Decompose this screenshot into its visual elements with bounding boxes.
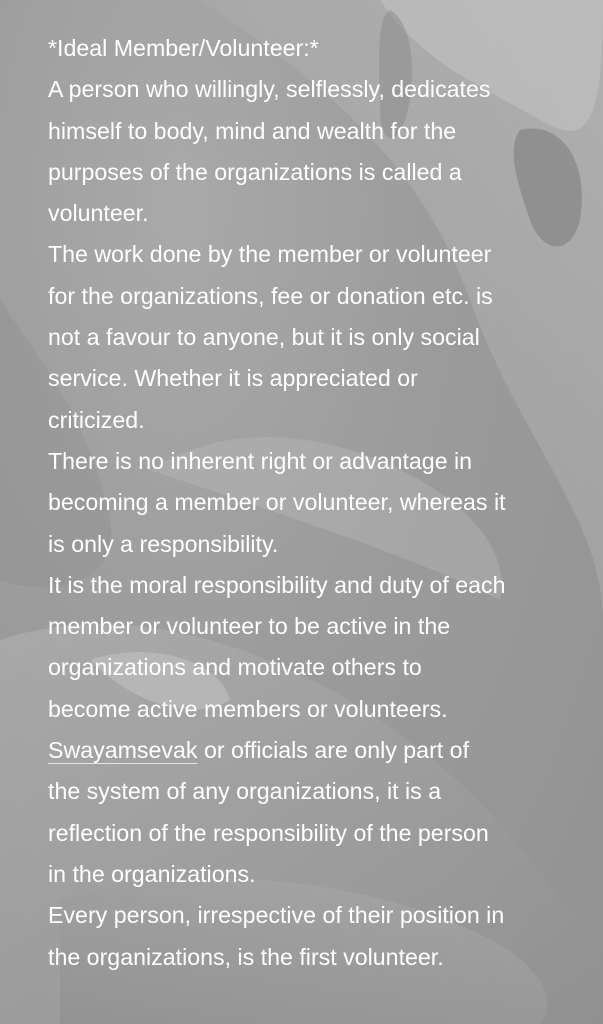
text-fragment: or officials are only part of	[197, 737, 470, 764]
text-line: member or volunteer to be active in the	[48, 613, 451, 640]
text-line: become active members or volunteers.	[48, 695, 448, 722]
text-line: becoming a member or volunteer, whereas it	[48, 489, 506, 516]
text-line	[48, 730, 578, 771]
text-line: service. Whether it is appreciated or	[48, 365, 418, 392]
message-text	[48, 28, 578, 978]
text-line: purposes of the organizations is called a	[48, 158, 462, 185]
text-line: not a favour to anyone, but it is only social	[48, 324, 480, 351]
text-line: criticized.	[48, 406, 145, 433]
text-line: in the organizations.	[48, 860, 256, 887]
text-line: It is the moral responsibility and duty of each	[48, 571, 506, 598]
text-line: the organizations, is the first volunteer.	[48, 943, 444, 970]
text-line: *Ideal Member/Volunteer:*	[48, 35, 319, 61]
text-line: volunteer.	[48, 200, 149, 227]
text-line: A person who willingly, selflessly, dedicates	[48, 76, 491, 103]
text-line: organizations and motivate others to	[48, 654, 422, 681]
text-line: reflection of the responsibility of the person	[48, 819, 489, 846]
text-line: Every person, irrespective of their position in	[48, 902, 505, 929]
text-line: himself to body, mind and wealth for the	[48, 117, 457, 144]
text-line: The work done by the member or volunteer	[48, 241, 492, 268]
text-line: the system of any organizations, it is a	[48, 778, 442, 805]
swayamsevak-link[interactable]: Swayamsevak	[48, 737, 198, 764]
text-line: is only a responsibility.	[48, 530, 279, 557]
text-line: for the organizations, fee or donation etc. is	[48, 282, 493, 309]
text-line: There is no inherent right or advantage in	[48, 447, 473, 474]
